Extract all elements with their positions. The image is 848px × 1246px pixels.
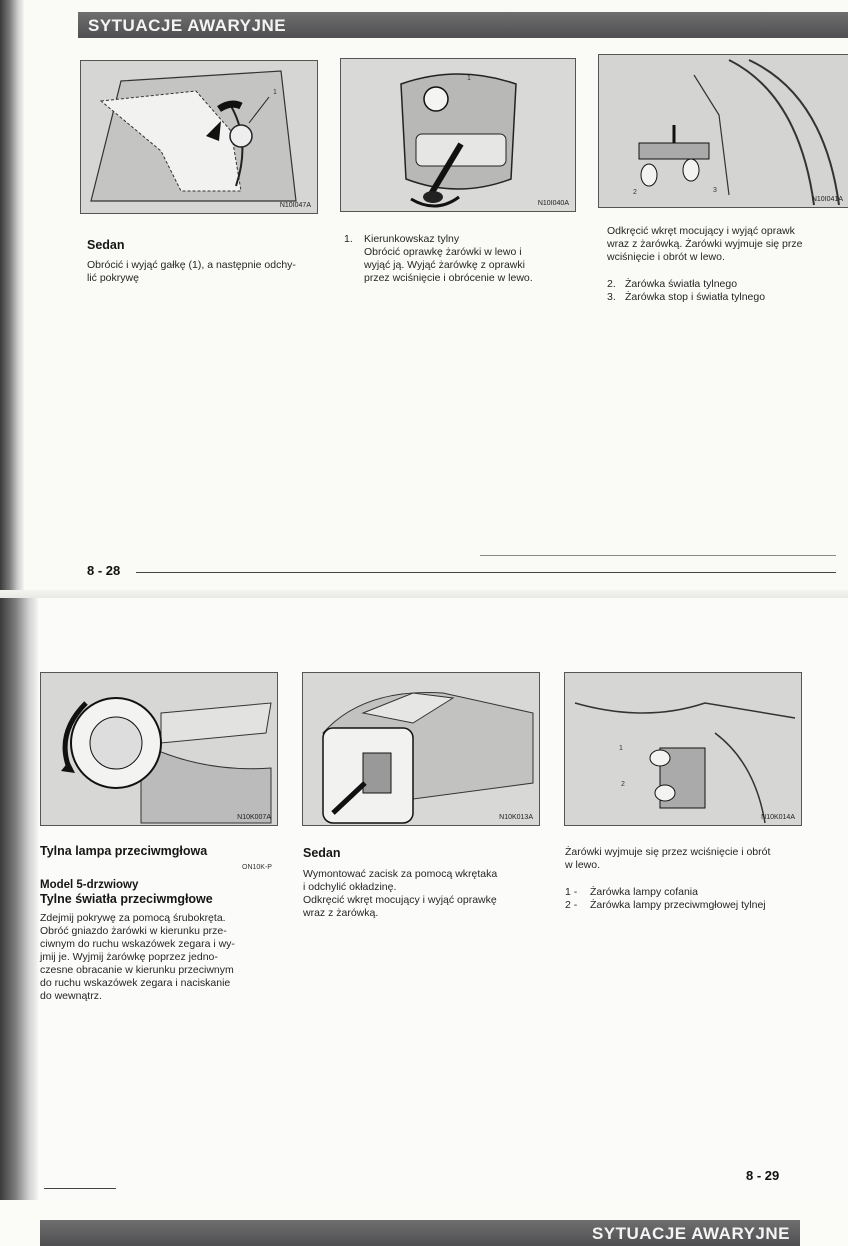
bulb-removal-line-2: w lewo.: [565, 859, 601, 871]
figure-reverse-fog-bulbs: [564, 672, 802, 826]
bulb-list-num-2: 2.: [607, 278, 616, 290]
fog-lamp-heading: Tylna lampa przeciwmgłowa: [40, 844, 208, 858]
tail-light-line-1: Odkręcić wkręt mocujący i wyjąć oprawk: [607, 225, 795, 237]
footer-rule: [44, 1188, 116, 1189]
trunk-knob-illustration: [81, 61, 317, 213]
page-8-29: [0, 598, 848, 1243]
bulb-removal-line-1: Żarówki wyjmuje się przez wciśnięcie i obrót: [565, 846, 771, 858]
fog-instruction-line-7: do wewnątrz.: [40, 990, 102, 1002]
reverse-fog-bulbs-illustration: [565, 673, 801, 825]
figure-code: N10K013A: [499, 814, 533, 821]
section-header-bar: [78, 12, 848, 38]
page-number: 8 - 29: [746, 1168, 780, 1183]
figure-code: N10I041A: [811, 196, 843, 203]
sedan-heading: Sedan: [303, 846, 341, 860]
figure-code: N10I047A: [279, 202, 311, 209]
callout-3: 3: [713, 187, 717, 194]
figure-code: N10K014A: [761, 814, 795, 821]
sedan-instruction-line-1: Obrócić i wyjąć gałkę (1), a następnie odchy-: [87, 259, 296, 271]
fog-instruction-line-5: czesne obracanie w kierunku przeciwnym: [40, 964, 234, 976]
fog-instruction-line-1: Zdejmij pokrywę za pomocą śrubokręta.: [40, 912, 226, 924]
bulb-list-text-3: Żarówka stop i światła tylnego: [625, 291, 766, 303]
bulb-list-text-1: Żarówka lampy cofania: [590, 886, 698, 898]
callout-2: 2: [633, 189, 637, 196]
sedan-line-2: i odchylić okładzinę.: [303, 881, 397, 893]
figure-turn-signal-holder: [340, 58, 576, 212]
turn-signal-line-1: Kierunkowskaz tylny: [364, 233, 460, 245]
callout-2: 2: [621, 781, 625, 788]
page-spine-shadow: [0, 0, 24, 598]
page-spine-shadow: [0, 598, 38, 1200]
sedan-line-1: Wymontować zacisk za pomocą wkrętaka: [303, 868, 498, 880]
figure-sedan-trunk-lamp: [302, 672, 540, 826]
fog-instruction-line-6: do ruchu wskazówek zegara i naciskanie: [40, 977, 231, 989]
tail-bulbs-illustration: [599, 55, 848, 207]
figure-fog-lamp-socket: [40, 672, 278, 826]
section-code: ON10K-P: [242, 864, 272, 871]
item-number: 1.: [344, 233, 353, 245]
fog-lamp-socket-illustration: [41, 673, 277, 825]
figure-code: N10K007A: [237, 814, 271, 821]
turn-signal-line-4: przez wciśnięcie i obrócenie w lewo.: [364, 272, 533, 284]
section-header-bar: [40, 1220, 800, 1246]
footer-rule: [136, 572, 836, 573]
page-number: 8 - 28: [87, 563, 121, 578]
footer-rule-thin: [480, 555, 836, 556]
figure-code: N10I040A: [537, 200, 569, 207]
fog-instruction-line-4: jmij je. Wyjmij żarówkę poprzez jedno-: [40, 951, 218, 963]
sedan-line-3: Odkręcić wkręt mocujący i wyjąć oprawkę: [303, 894, 497, 906]
callout-1: 1: [619, 745, 623, 752]
turn-signal-line-2: Obrócić oprawkę żarówki w lewo i: [364, 246, 522, 258]
fog-lights-heading: Tylne światła przeciwmgłowe: [40, 892, 213, 906]
sedan-trunk-lamp-illustration: [303, 673, 539, 825]
callout-1: 1: [273, 89, 277, 96]
callout-1: 1: [467, 75, 471, 82]
bulb-list-num-3: 3.: [607, 291, 616, 303]
model-heading: Model 5-drzwiowy: [40, 879, 139, 891]
sedan-instruction-line-2: lić pokrywę: [87, 272, 139, 284]
sedan-line-4: wraz z żarówką.: [303, 907, 379, 919]
bulb-list-text-2: Żarówka lampy przeciwmgłowej tylnej: [590, 899, 766, 911]
bulb-list-num-2: 2 -: [565, 899, 578, 911]
page-8-28: [0, 0, 848, 598]
section-header-title: SYTUACJE AWARYJNE: [88, 16, 287, 35]
tail-light-line-2: wraz z żarówką. Żarówki wyjmuje się prze: [607, 238, 803, 250]
sedan-heading: Sedan: [87, 238, 125, 252]
bulb-list-num-1: 1 -: [565, 886, 578, 898]
tail-light-line-3: wciśnięcie i obrót w lewo.: [607, 251, 725, 263]
fog-instruction-line-2: Obróć gniazdo żarówki w kierunku prze-: [40, 925, 227, 937]
turn-signal-line-3: wyjąć ją. Wyjąć żarówkę z oprawki: [364, 259, 525, 271]
fog-instruction-line-3: ciwnym do ruchu wskazówek zegara i wy-: [40, 938, 235, 950]
bulb-list-text-2: Żarówka światła tylnego: [625, 278, 738, 290]
turn-signal-holder-illustration: [341, 59, 575, 211]
figure-trunk-knob: [80, 60, 318, 214]
figure-tail-bulbs: [598, 54, 848, 208]
section-header-title: SYTUACJE AWARYJNE: [591, 1224, 790, 1243]
